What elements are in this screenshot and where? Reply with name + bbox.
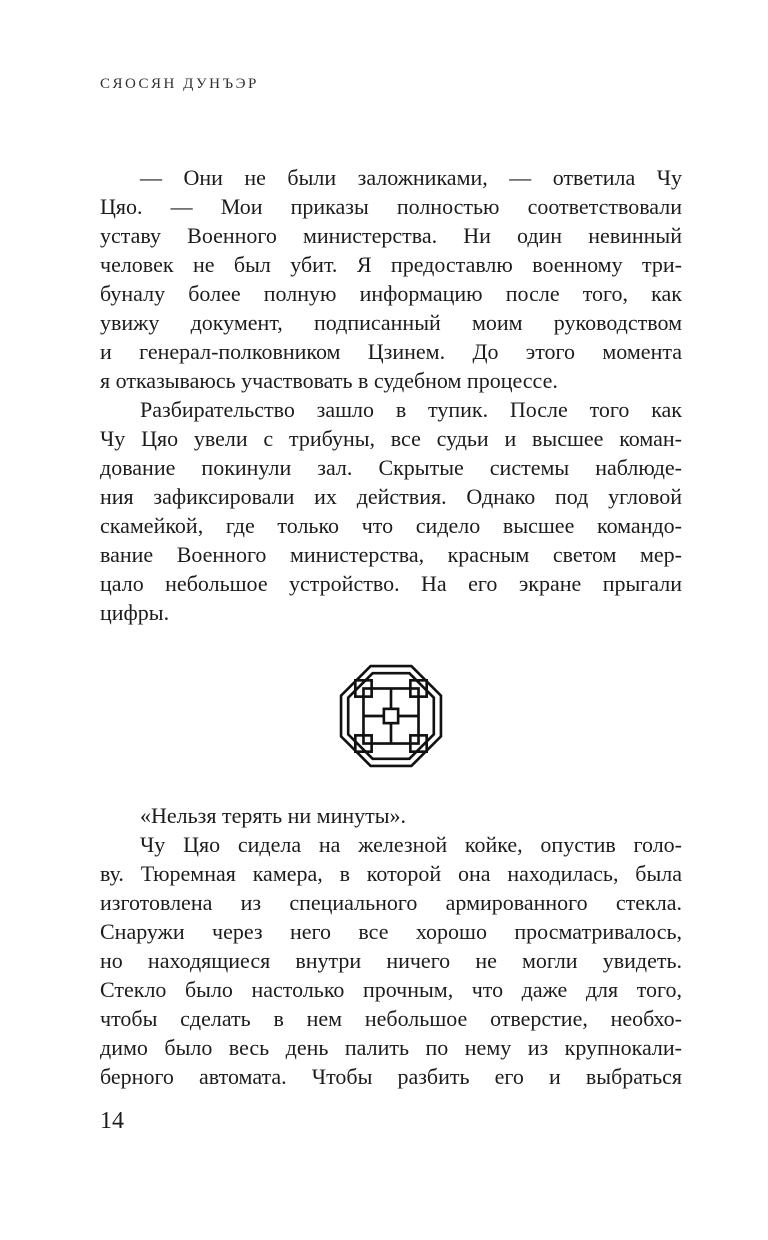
paragraph-1 — [100, 163, 682, 395]
text-line: но находящиеся внутри ничего не могли увидеть. — [100, 948, 682, 973]
paragraph-3 — [100, 801, 682, 830]
text-line: Чу Цяо сидела на железной койке, опустив голо- — [140, 832, 682, 857]
text-line: увижу документ, подписанный моим руководством — [100, 310, 682, 335]
running-head-author: СЯОСЯН ДУНЪЭР — [100, 76, 259, 92]
text-line: изготовлена из специального армированного стекла. — [100, 890, 682, 915]
chinese-lattice-ornament-icon — [338, 663, 444, 769]
text-line: цифры. — [100, 600, 170, 625]
text-line: дование покинули зал. Скрытые системы наблюде- — [100, 455, 682, 480]
text-line: Стекло было настолько прочным, что даже для того, — [100, 977, 682, 1002]
text-line: Цяо. — Мои приказы полностью соответствовали — [100, 194, 682, 219]
text-line: Снаружи через него все хорошо просматривалось, — [100, 919, 682, 944]
text-line: ния зафиксировали их действия. Однако под угловой — [100, 484, 682, 509]
text-line: цало небольшое устройство. На его экране прыгали — [100, 571, 682, 596]
text-line: ву. Тюремная камера, в которой она находилась, была — [100, 861, 682, 886]
text-line: и генерал-полковником Цзинем. До этого момента — [100, 339, 682, 364]
text-block — [100, 163, 682, 1091]
paragraph-4 — [100, 830, 682, 1091]
text-line: чтобы сделать в нем небольшое отверстие, необхо- — [100, 1006, 682, 1031]
text-line: уставу Военного министерства. Ни один невинный — [100, 223, 682, 248]
page-number: 14 — [100, 1108, 124, 1134]
text-line: скамейкой, где только что сидело высшее командо- — [100, 513, 682, 538]
text-line: — Они не были заложниками, — ответила Чу — [140, 165, 682, 190]
text-line: человек не был убит. Я предоставлю военному три- — [100, 252, 682, 277]
section-break-ornament — [100, 663, 682, 769]
paragraph-2 — [100, 395, 682, 627]
text-line: Разбирательство зашло в тупик. После того как — [140, 397, 682, 422]
text-line: вание Военного министерства, красным светом мер- — [100, 542, 682, 567]
text-line: Чу Цяо увели с трибуны, все судьи и высшее коман- — [100, 426, 682, 451]
text-line: берного автомата. Чтобы разбить его и выбраться — [100, 1064, 682, 1089]
text-line: буналу более полную информацию после того, как — [100, 281, 682, 306]
text-line: я отказываюсь участвовать в судебном процессе. — [100, 368, 558, 393]
text-line: «Нельзя терять ни минуты». — [140, 803, 407, 828]
text-line: димо было весь день палить по нему из крупнокали- — [100, 1035, 682, 1060]
